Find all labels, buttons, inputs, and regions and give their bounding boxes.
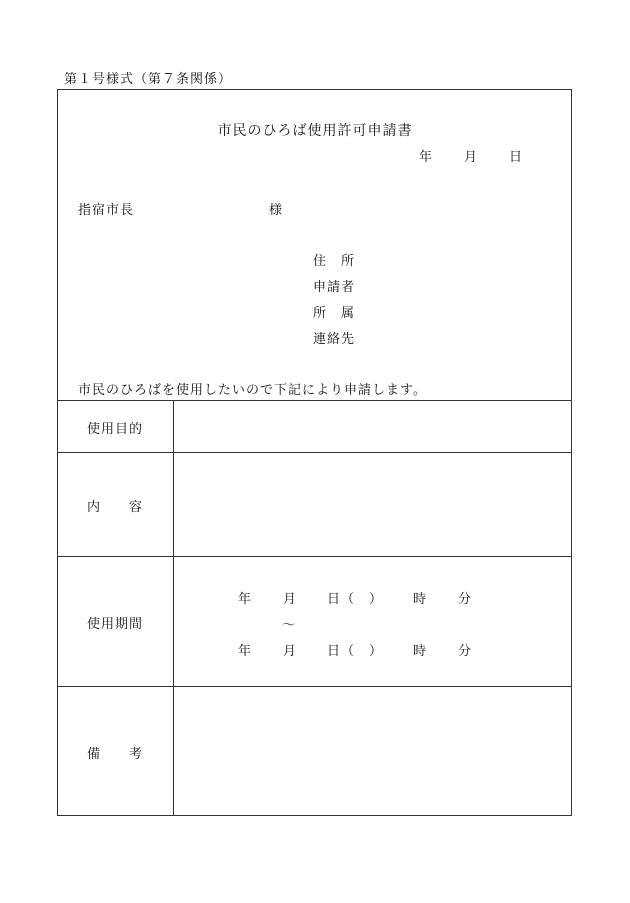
- applicant-affiliation-label: 所 属: [313, 306, 356, 321]
- row-divider-2: [57, 556, 572, 557]
- purpose-field[interactable]: [174, 401, 571, 452]
- addressee-honorific: 様: [269, 203, 284, 218]
- content-field[interactable]: [174, 453, 571, 556]
- period-to-minute: 分: [458, 644, 473, 659]
- period-from-month: 月: [283, 592, 298, 607]
- period-to-hour: 時: [413, 644, 428, 659]
- applicant-address-label: 住 所: [313, 254, 356, 269]
- period-from-hour: 時: [413, 592, 428, 607]
- purpose-label: 使用目的: [86, 422, 143, 437]
- addressee-name: 指宿市長: [78, 203, 135, 218]
- remarks-label: 備 考: [86, 747, 143, 762]
- form-title: 市民のひろば使用許可申請書: [217, 123, 413, 139]
- period-to-day: 日（ ）: [327, 644, 384, 659]
- period-from-minute: 分: [458, 592, 473, 607]
- date-year-label: 年: [419, 150, 434, 165]
- content-label: 内 容: [86, 500, 143, 515]
- period-to-month: 月: [283, 644, 298, 659]
- period-from-year: 年: [238, 592, 253, 607]
- period-label: 使用期間: [86, 617, 143, 632]
- period-from-day: 日（ ）: [327, 592, 384, 607]
- date-day-label: 日: [509, 150, 524, 165]
- applicant-name-label: 申請者: [313, 280, 356, 295]
- form-id: 第１号様式（第７条関係）: [64, 72, 233, 87]
- remarks-field[interactable]: [174, 687, 571, 815]
- date-month-label: 月: [464, 150, 479, 165]
- period-tilde: ～: [282, 618, 297, 633]
- period-to-year: 年: [238, 644, 253, 659]
- applicant-contact-label: 連絡先: [313, 332, 356, 347]
- application-statement: 市民のひろばを使用したいので下記により申請します。: [78, 383, 427, 398]
